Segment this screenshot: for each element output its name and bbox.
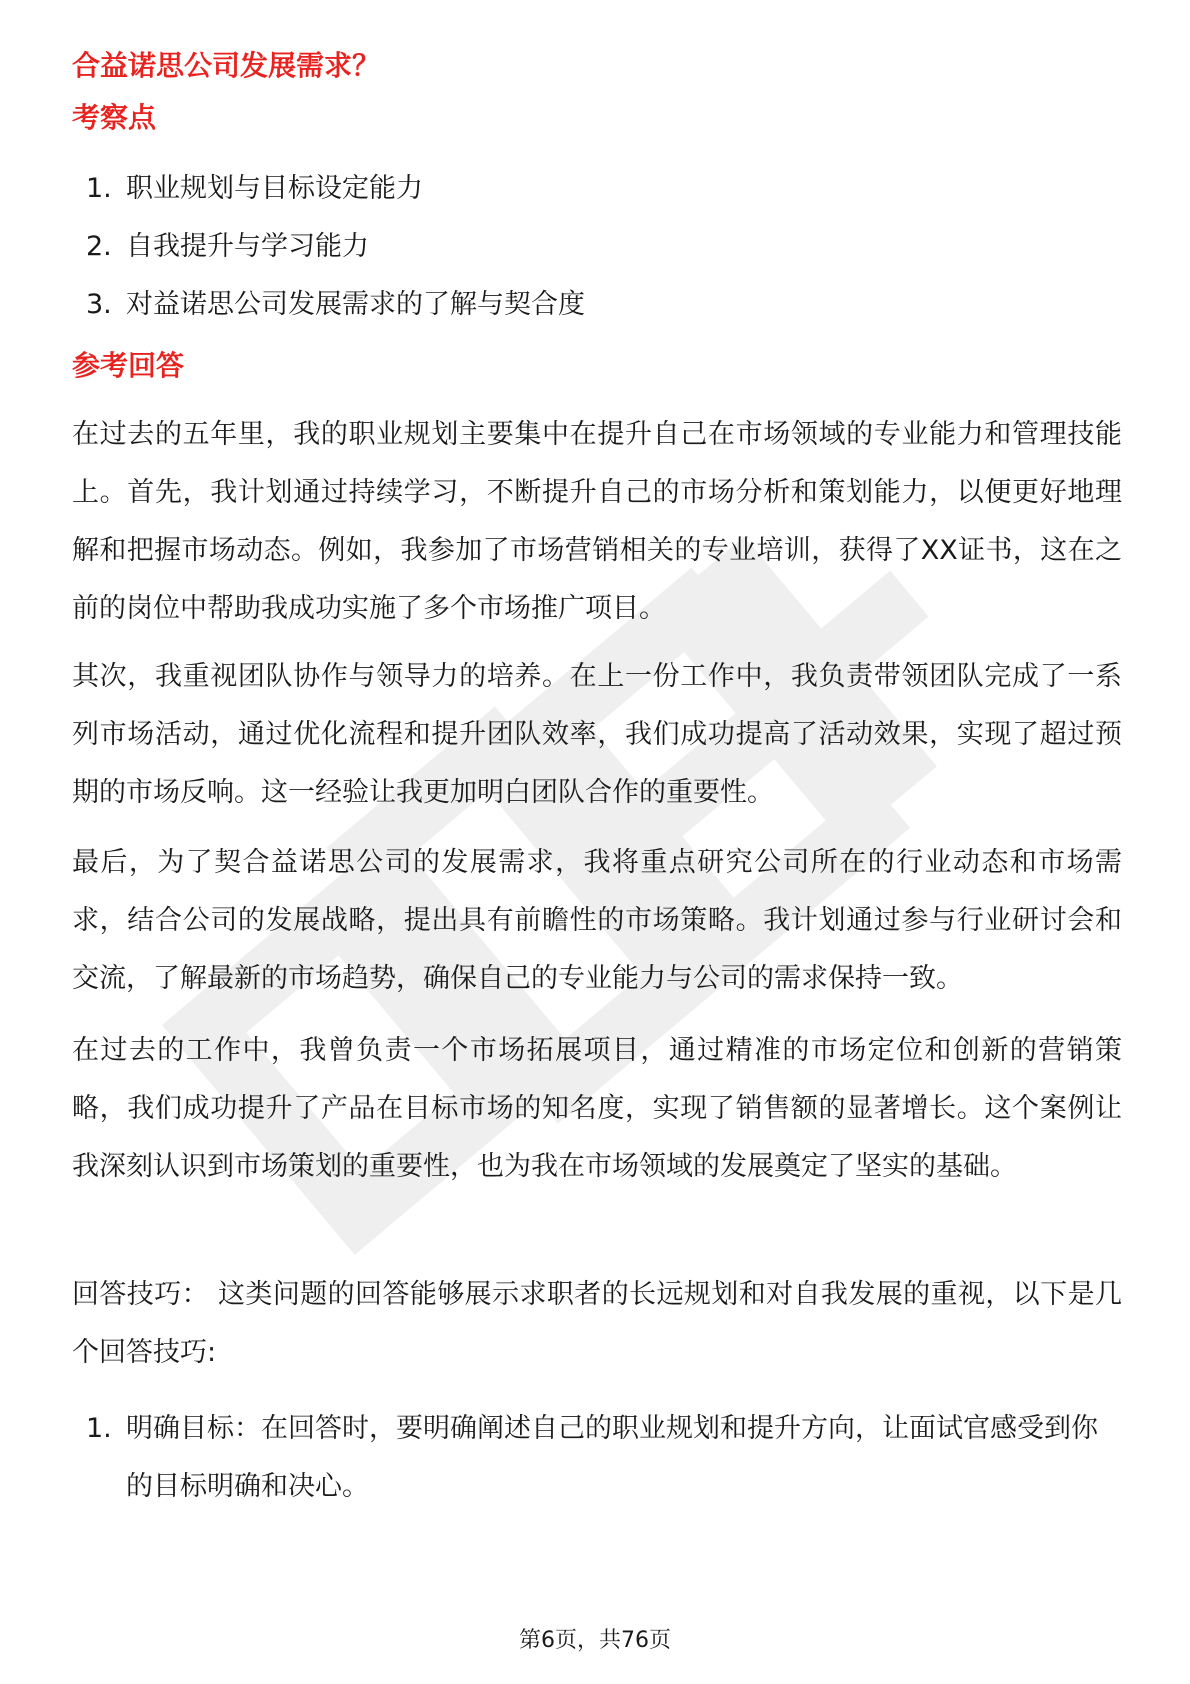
list-number: 2. <box>86 231 112 262</box>
list-item-text: 自我提升与学习能力 <box>126 231 369 262</box>
tips-list <box>72 1400 1122 1516</box>
answer-paragraph: 其次，我重视团队协作与领导力的培养。在上一份工作中，我负责带领团队完成了一系列市场活动，通过优化流程和提升团队效率，我们成功提高了活动效果，实现了超过预期的市场反响。这一经验让我更加明白团队合作的重要性。 <box>72 661 1122 808</box>
list-item-text: 明确目标：在回答时，要明确阐述自己的职业规划和提升方向，让面试官感受到你的目标明确和决心。 <box>126 1413 1098 1502</box>
answer-paragraph: 最后，为了契合益诺思公司的发展需求，我将重点研究公司所在的行业动态和市场需求，结合公司的发展战略，提出具有前瞻性的市场策略。我计划通过参与行业研讨会和交流，了解最新的市场趋势，确保自己的专业能力与公司的需求保持一致。 <box>72 847 1122 994</box>
list-item <box>72 160 585 218</box>
list-item-text: 对益诺思公司发展需求的了解与契合度 <box>126 289 585 320</box>
list-number: 1. <box>86 173 112 204</box>
list-item <box>72 218 585 276</box>
answer-paragraph: 在过去的工作中，我曾负责一个市场拓展项目，通过精准的市场定位和创新的营销策略，我们成功提升了产品在目标市场的知名度，实现了销售额的显著增长。这个案例让我深刻认识到市场策划的重要性，也为我在市场领域的发展奠定了坚实的基础。 <box>72 1035 1122 1182</box>
list-item-text: 职业规划与目标设定能力 <box>126 173 423 204</box>
answer-tips-intro: 回答技巧： 这类问题的回答能够展示求职者的长远规划和对自我发展的重视，以下是几个回答技巧: <box>72 1279 1122 1368</box>
list-item <box>72 1400 1122 1516</box>
page-title: 合益诺思公司发展需求？ <box>72 49 381 82</box>
list-number: 3. <box>86 289 112 320</box>
list-item <box>72 276 585 334</box>
answer-paragraph: 在过去的五年里，我的职业规划主要集中在提升自己在市场领域的专业能力和管理技能上。首先，我计划通过持续学习，不断提升自己的市场分析和策划能力，以便更好地理解和把握市场动态。例如，我参加了市场营销相关的专业培训，获得了XX证书，这在之前的岗位中帮助我成功实施了多个市场推广项目。 <box>72 419 1122 624</box>
exam-points-list <box>72 160 585 334</box>
exam-points-heading: 考察点 <box>72 101 157 134</box>
list-number: 1. <box>86 1413 112 1444</box>
page-number: 第6页，共76页 <box>519 1628 671 1653</box>
answer-heading: 参考回答 <box>72 349 185 382</box>
